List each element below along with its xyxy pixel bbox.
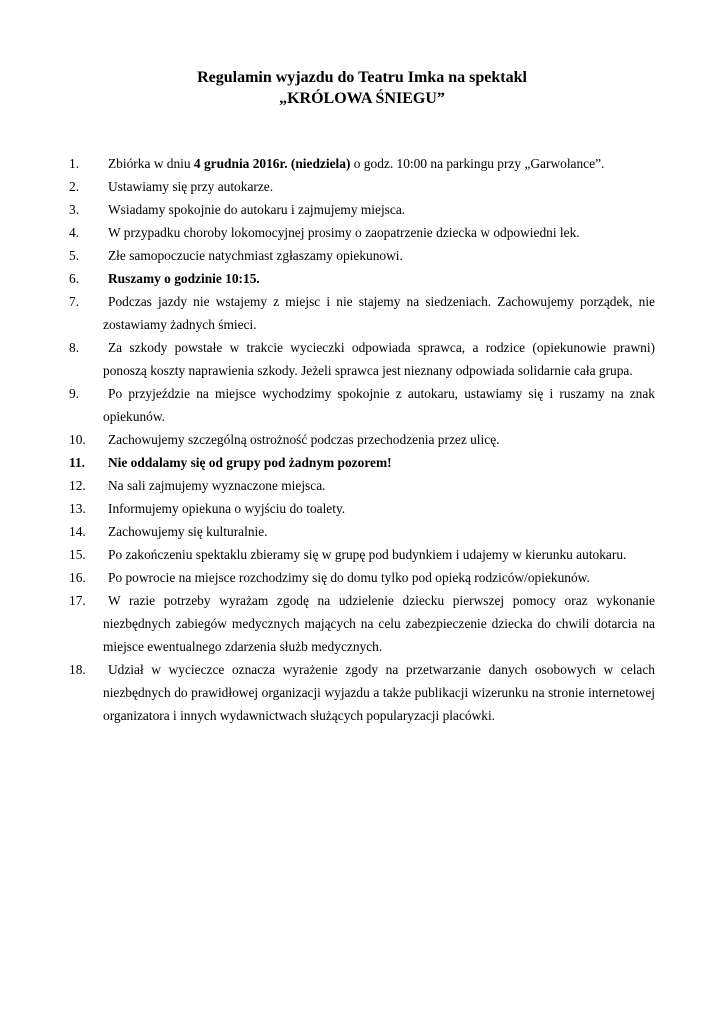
rule-item-14 [69, 520, 655, 543]
rule-item-15 [69, 543, 655, 566]
rule-item-8 [69, 336, 655, 382]
rule-number: 10. [69, 432, 86, 447]
rule-text: Nie oddalamy się od grupy pod żadnym pozorem! [108, 455, 392, 470]
title-line-2: „KRÓLOWA ŚNIEGU” [279, 90, 445, 107]
rule-number: 15. [69, 547, 86, 562]
rule-text: Informujemy opiekuna o wyjściu do toalety. [108, 501, 346, 516]
rule-number: 11. [69, 455, 85, 470]
rule-number: 13. [69, 501, 86, 516]
rule-item-10 [69, 428, 655, 451]
rule-text: Podczas jazdy nie wstajemy z miejsc i nie stajemy na siedzeniach. Zachowujemy porządek, nie zostawiamy żadnych śmieci. [103, 294, 655, 332]
rule-number: 12. [69, 478, 86, 493]
rule-text: W przypadku choroby lokomocyjnej prosimy o zaopatrzenie dziecka w odpowiedni lek. [108, 225, 580, 240]
rule-number: 3. [69, 202, 80, 217]
rule-number: 8. [69, 340, 80, 355]
rule-number: 5. [69, 248, 80, 263]
rule-text-bold: 4 grudnia 2016r. (niedziela) [193, 156, 351, 171]
title-line-1: Regulamin wyjazdu do Teatru Imka na spektakl [197, 69, 527, 86]
rule-item-3 [69, 198, 655, 221]
rule-text: Ruszamy o godzinie 10:15. [108, 271, 260, 286]
rule-text-part: o godz. 10:00 na parkingu przy „Garwolance”. [350, 156, 605, 171]
document-title [0, 67, 724, 109]
rule-number: 18. [69, 662, 86, 677]
rule-item-13 [69, 497, 655, 520]
rule-text: Po przyjeździe na miejsce wychodzimy spokojnie z autokaru, ustawiamy się i ruszamy na znak opiekunów. [103, 386, 655, 424]
rule-text: Wsiadamy spokojnie do autokaru i zajmujemy miejsca. [108, 202, 406, 217]
rule-text: Za szkody powstałe w trakcie wycieczki odpowiada sprawca, a rodzice (opiekunowie prawni) ponoszą koszty naprawienia szkody. Jeżeli sprawca jest nieznany odpowiada solidarnie cała grupa. [103, 340, 655, 378]
rule-text [103, 152, 655, 175]
rule-item-18 [69, 658, 655, 727]
rule-item-6 [69, 267, 655, 290]
rule-item-1 [69, 152, 655, 175]
rule-text: Udział w wycieczce oznacza wyrażenie zgody na przetwarzanie danych osobowych w celach niezbędnych do prawidłowej organizacji wyjazdu a także publikacji wizerunku na stronie internetowej organizatora i innych wydawnictwach służących popularyzacji placówki. [103, 662, 655, 723]
rules-list [0, 152, 724, 727]
rule-number: 14. [69, 524, 86, 539]
rule-text: Po zakończeniu spektaklu zbieramy się w grupę pod budynkiem i udajemy w kierunku autokaru. [108, 547, 627, 562]
rule-number: 1. [69, 156, 80, 171]
rule-item-7 [69, 290, 655, 336]
rule-text-part: Zbiórka w dniu [108, 156, 194, 171]
rule-text: Ustawiamy się przy autokarze. [108, 179, 274, 194]
rule-text: W razie potrzeby wyrażam zgodę na udzielenie dziecku pierwszej pomocy oraz wykonanie niezbędnych zabiegów medycznych mających na celu zabezpieczenie dziecka do chwili dotarcia na miejsce ewentualnego zdarzenia służb medycznych. [103, 593, 655, 654]
rule-number: 17. [69, 593, 86, 608]
rule-item-17 [69, 589, 655, 658]
rule-number: 4. [69, 225, 80, 240]
rule-number: 7. [69, 294, 80, 309]
rule-number: 9. [69, 386, 80, 401]
rule-item-11 [69, 451, 655, 474]
rule-item-5 [69, 244, 655, 267]
rule-text: Zachowujemy się kulturalnie. [108, 524, 268, 539]
rule-item-16 [69, 566, 655, 589]
rule-text: Po powrocie na miejsce rozchodzimy się do domu tylko pod opieką rodziców/opiekunów. [108, 570, 590, 585]
rule-text: Złe samopoczucie natychmiast zgłaszamy opiekunowi. [108, 248, 403, 263]
rule-item-9 [69, 382, 655, 428]
rule-number: 6. [69, 271, 80, 286]
rule-item-12 [69, 474, 655, 497]
rule-text: Na sali zajmujemy wyznaczone miejsca. [108, 478, 326, 493]
rule-number: 16. [69, 570, 86, 585]
rule-text: Zachowujemy szczególną ostrożność podczas przechodzenia przez ulicę. [108, 432, 500, 447]
rule-item-2 [69, 175, 655, 198]
rule-number: 2. [69, 179, 80, 194]
rule-item-4 [69, 221, 655, 244]
